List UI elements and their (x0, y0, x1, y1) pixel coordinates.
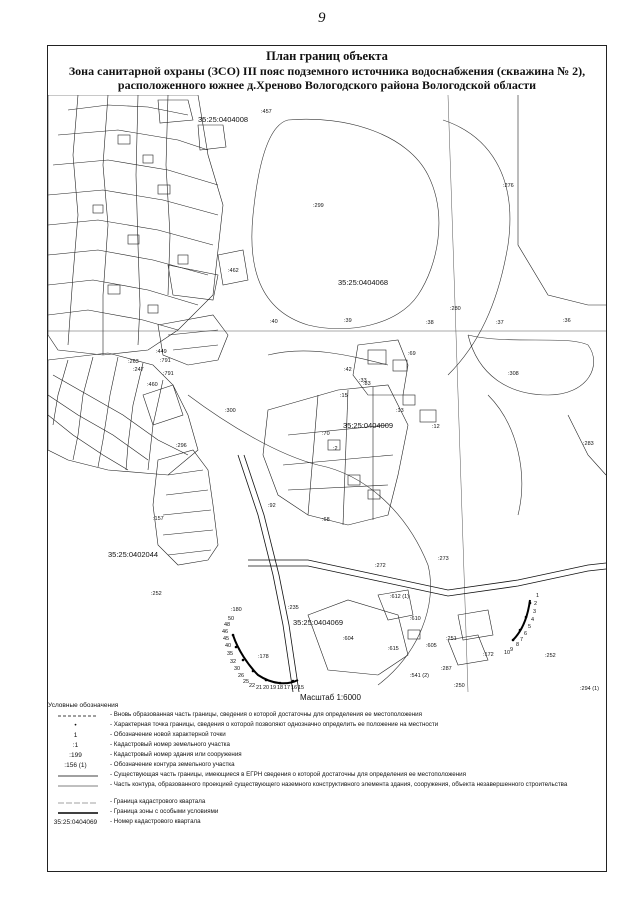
parcel-label: :68 (322, 517, 330, 523)
parcel-label: :615 (388, 646, 399, 652)
parcel-label: :38 (426, 320, 434, 326)
parcel-label: :39 (344, 318, 352, 324)
point-label: 5 (528, 624, 532, 630)
legend-row (48, 761, 603, 771)
parcel-label: :308 (508, 371, 519, 377)
point-label: 25 (243, 679, 250, 685)
parcel-label: :276 (503, 183, 514, 189)
legend-symbol (48, 781, 103, 791)
point-label: 1 (536, 593, 540, 599)
legend-row (48, 808, 603, 818)
point-label: 26 (238, 673, 245, 679)
parcel-label: :42 (344, 367, 352, 373)
parcel-label: :460 (147, 382, 158, 388)
parcel-label: :280 (450, 306, 461, 312)
point-label: 2 (534, 601, 538, 607)
title-line-3: расположенного южнее д.Хреново Вологодского района Вологодской области (117, 78, 537, 92)
parcel-label: :13 (396, 408, 404, 414)
legend (48, 702, 603, 828)
parcel-label: :15 (340, 393, 348, 399)
point-label: 35 (227, 651, 234, 657)
point-label: 32 (230, 659, 237, 665)
legend-symbol: :156 (1) (64, 762, 87, 769)
quarter-label-0404008: 35:25:0404008 (198, 115, 249, 124)
legend-symbol (48, 808, 103, 818)
legend-text: - Кадастровый номер здания или сооружения (110, 751, 242, 758)
point-label: 50 (228, 616, 235, 622)
point-label: 48 (224, 622, 231, 628)
parcel-label: :250 (454, 683, 465, 689)
parcel-label: :296 (176, 443, 187, 449)
legend-symbol: • (74, 722, 77, 729)
parcel-label: :605 (426, 643, 437, 649)
parcel-label: :180 (231, 607, 242, 613)
legend-text: - Кадастровый номер земельного участка (110, 741, 230, 748)
title-line-1: План границ объекта (266, 49, 388, 63)
parcel-label: :247 (133, 367, 144, 373)
legend-symbol: :199 (69, 752, 82, 759)
map-svg (48, 95, 606, 692)
point-label: 20 (263, 685, 270, 691)
parcel-label: :287 (441, 666, 452, 672)
legend-text: - Вновь образованная часть границы, сведения о которой достаточны для определения ее местоположения (110, 711, 422, 718)
parcel-label: :69 (408, 351, 416, 357)
legend-row (48, 741, 603, 751)
point-label: 30 (234, 666, 241, 672)
sanitary-zone-boundary (233, 600, 530, 683)
zone-boundary-symbol (48, 808, 103, 818)
title-line-2: Зона санитарной охраны (ЗСО) III пояс подземного источника водоснабжения (скважина № 2), (68, 64, 586, 78)
legend-row (48, 711, 603, 721)
parcel-label: :462 (228, 268, 239, 274)
parcel-label: :235 (288, 605, 299, 611)
point-label: 22 (249, 683, 256, 689)
parcel-label: :33 (359, 378, 367, 384)
point-label: 4 (531, 617, 535, 623)
parcel-label: :791 (163, 371, 174, 377)
legend-symbol (48, 771, 103, 781)
legend-row (48, 818, 603, 828)
parcel-label: :610 (410, 616, 421, 622)
parcel-label: :791 (160, 358, 171, 364)
legend-row (48, 798, 603, 808)
parcel-label: :40 (270, 319, 278, 325)
parcel-label: :252 (545, 653, 556, 659)
legend-text: - Существующая часть границы, имеющиеся в ЕГРН сведения о которой достаточны для определения ее местоположения (110, 771, 466, 778)
parcel-label: :251 (446, 636, 457, 642)
parcel-label: :252 (151, 591, 162, 597)
parcel-label: :178 (258, 654, 269, 660)
legend-row (48, 751, 603, 761)
legend-text: - Граница кадастрового квартала (110, 798, 206, 805)
point-label: 17 (284, 685, 291, 691)
legend-row (48, 721, 603, 731)
legend-symbol: :1 (72, 742, 79, 749)
quarter-label-0404068: 35:25:0404068 (338, 278, 389, 287)
parcel-label: :541 (2) (410, 673, 429, 679)
parcel-label: :70 (322, 431, 330, 437)
legend-symbol (48, 711, 103, 721)
parcel-label: :37 (496, 320, 504, 326)
quarter-label-0404009: 35:25:0404009 (343, 421, 394, 430)
quarter-label-0402044: 35:25:0402044 (108, 550, 159, 559)
parcel-label: :263 (128, 359, 139, 365)
map-scale: Масштаб 1:6000 (300, 693, 361, 702)
point-label: 7 (520, 637, 524, 643)
terrain-contours (188, 119, 594, 685)
legend-row (48, 771, 603, 781)
point-label: 16 (291, 685, 298, 691)
point-label: 19 (270, 685, 277, 691)
parcel-label: :457 (261, 109, 272, 115)
legend-symbol: 1 (73, 732, 78, 739)
parcel-label: :300 (225, 408, 236, 414)
parcel-label: :157 (153, 516, 164, 522)
point-label: 10 (504, 650, 511, 656)
point-label: 40 (225, 643, 232, 649)
page-number: 9 (318, 10, 326, 26)
parcel-label: :172 (483, 652, 494, 658)
building-contour-symbol (48, 781, 103, 791)
parcel-label: :12 (432, 424, 440, 430)
point-label: 18 (277, 685, 284, 691)
parcel-label: :294 (1) (580, 686, 599, 692)
legend-text: - Характерная точка границы, сведения о которой позволяют однозначно определить ее положение на местности (110, 721, 439, 728)
dashed-boundary-symbol (48, 711, 103, 721)
legend-symbol: 35:25:0404069 (53, 819, 98, 826)
cadastral-map[interactable] (48, 95, 606, 692)
parcel-label: :283 (583, 441, 594, 447)
legend-text: - Граница зоны с особыми условиями (110, 808, 219, 815)
parcel-label: :92 (268, 503, 276, 509)
point-label: 45 (223, 636, 230, 642)
parcel-label: :449 (156, 349, 167, 355)
quarter-label-0404069: 35:25:0404069 (293, 618, 344, 627)
grid-lines (48, 95, 606, 692)
legend-symbol (48, 798, 103, 808)
legend-title: Условные обозначения (48, 702, 119, 709)
parcel-label: :299 (313, 203, 324, 209)
parcel-label: :604 (343, 636, 354, 642)
eastern-parcels (518, 95, 606, 475)
parcel-label: :612 (1) (390, 594, 409, 600)
parcel-label: :2 (333, 446, 338, 452)
legend-text: - Номер кадастрового квартала (110, 818, 201, 825)
point-label: 6 (524, 631, 528, 637)
parcel-label: :272 (375, 563, 386, 569)
legend-row (48, 781, 603, 798)
point-labels (222, 593, 539, 691)
legend-text: - Часть контура, образованного проекцией существующего наземного конструктивного элемента здания, сооружения, объекта незавершенного строительства (110, 781, 568, 788)
point-label: 3 (533, 609, 537, 615)
legend-row (48, 731, 603, 741)
quarter-boundary-symbol (48, 798, 103, 808)
title-block (47, 49, 607, 92)
legend-text: - Обозначение новой характерной точки (110, 731, 226, 738)
legend-text: - Обозначение контура земельного участка (110, 761, 235, 768)
parcel-label: :273 (438, 556, 449, 562)
point-label: 9 (510, 647, 514, 653)
point-label: 21 (256, 685, 263, 691)
point-label: 15 (298, 685, 305, 691)
parcel-label: :36 (563, 318, 571, 324)
parcel-label: :83 (363, 381, 371, 387)
point-label: 8 (516, 642, 520, 648)
dense-parcels-west (48, 353, 198, 475)
point-label: 46 (222, 629, 229, 635)
solid-boundary-symbol (48, 771, 103, 781)
dense-parcels-northwest (48, 95, 248, 355)
